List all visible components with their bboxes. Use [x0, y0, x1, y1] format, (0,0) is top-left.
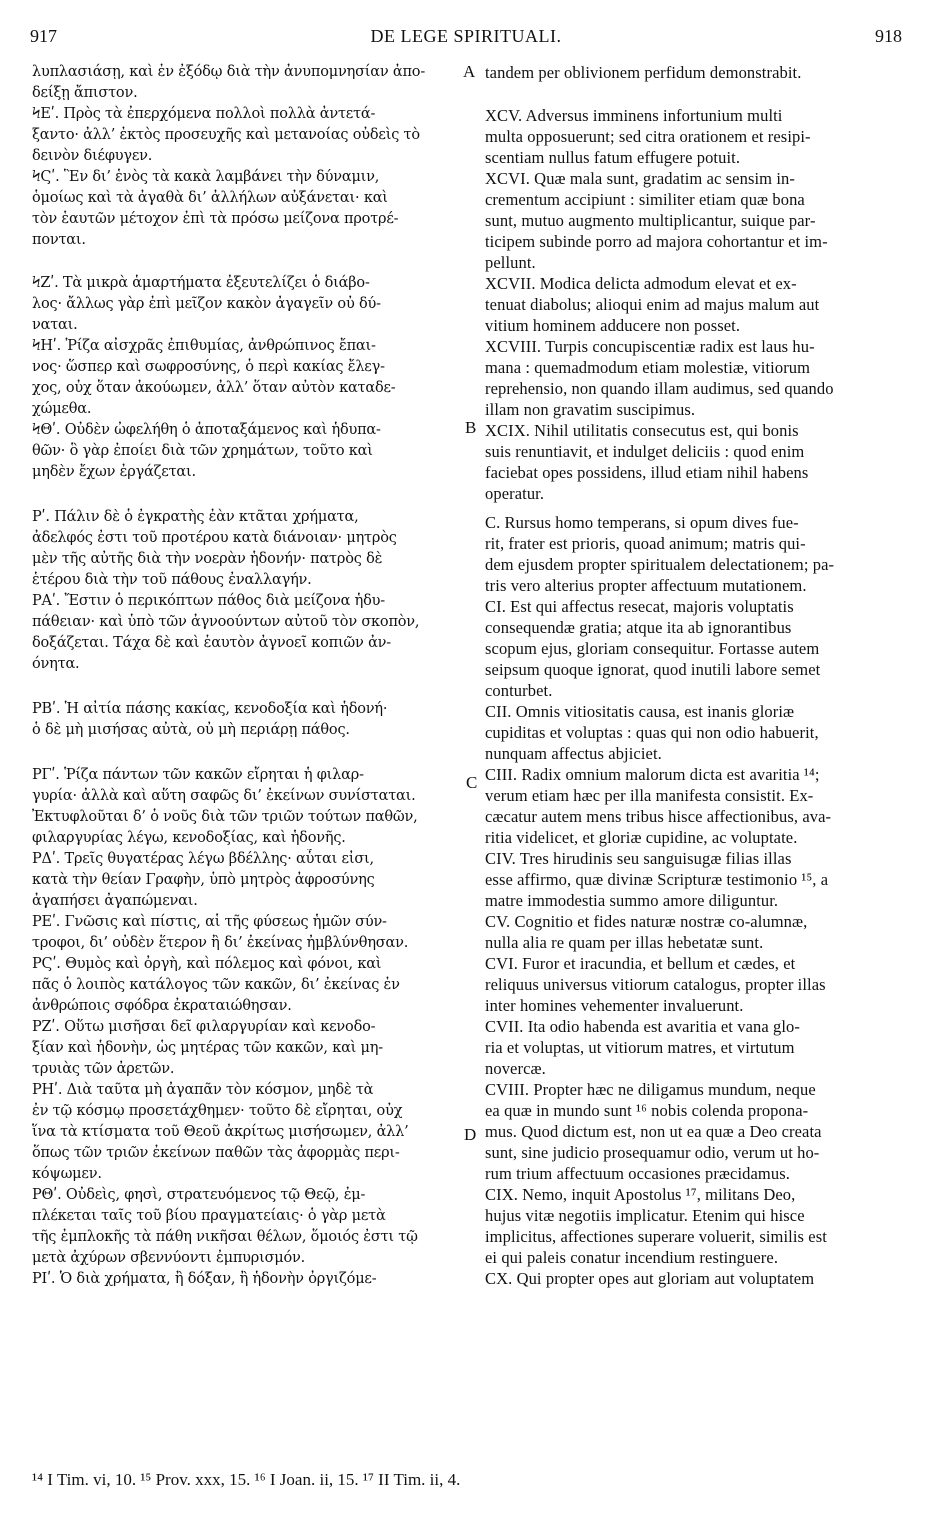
greek-line: ΡΗʹ. Διὰ ταῦτα μὴ ἀγαπᾶν τὸν κόσμον, μηδὲ τὰ — [32, 1082, 374, 1098]
latin-line: crementum accipiunt : similiter etiam quæ bona — [485, 190, 805, 209]
greek-line: κατὰ τὴν θείαν Γραφὴν, ὑπὸ μητρὸς ἀφροσύνης — [32, 872, 375, 888]
greek-line: Ρʹ. Πάλιν δὲ ὁ ἐγκρατὴς ἐὰν κτᾶται χρήματα, — [32, 509, 359, 525]
greek-line: ϞΖʹ. Τὰ μικρὰ ἁμαρτήματα ἐξευτελίζει ὁ διάβο- — [32, 275, 370, 291]
latin-line: CIX. Nemo, inquit Apostolus ¹⁷, militans Deo, — [485, 1185, 796, 1204]
latin-line: novercæ. — [485, 1059, 546, 1078]
greek-line: πονται. — [32, 232, 86, 248]
latin-line: XCVIII. Turpis concupiscentiæ radix est laus hu- — [485, 337, 815, 356]
greek-line: δοξάζεται. Τάχα δὲ καὶ ἑαυτὸν ἀγνοεῖ κοπιῶν ἀν- — [32, 635, 391, 651]
latin-line: implicitus, affectiones superare voluerit, similis est — [485, 1227, 827, 1246]
latin-column — [485, 62, 897, 1289]
right-page-number: 918 — [875, 26, 902, 46]
latin-line: tris vero alterius propter affectuum mutationem. — [485, 576, 807, 595]
latin-line: verum etiam hæc per illa manifesta consistit. Ex- — [485, 786, 814, 805]
latin-line: seipsum quoque ignorat, quod inutili labore semet — [485, 660, 821, 679]
latin-line: scopum ejus, gloriam consequitur. Fortasse autem — [485, 639, 820, 658]
greek-line: θῶν· ὃ γὰρ ἐποίει διὰ τῶν χρημάτων, τοῦτο καὶ — [32, 443, 373, 459]
latin-line: vitium hominem adducere non posset. — [485, 316, 741, 335]
latin-line: pellunt. — [485, 253, 536, 272]
latin-line: CI. Est qui affectus resecat, majoris voluptatis — [485, 597, 794, 616]
latin-line: sunt, sine judicio prosequamur odio, verum ut ho- — [485, 1143, 820, 1162]
latin-line: CVII. Ita odio habenda est avaritia et vana glo- — [485, 1017, 800, 1036]
latin-line: ea quæ in mundo sunt ¹⁶ nobis colenda propona- — [485, 1101, 809, 1120]
greek-line: ϞΕʹ. Πρὸς τὰ ἐπερχόμενα πολλοὶ πολλὰ ἀντετά- — [32, 106, 376, 122]
latin-line: illam non gravatim suscipimus. — [485, 400, 696, 419]
latin-line: ria et voluptas, ut vitiorum matres, et virtutum — [485, 1038, 795, 1057]
greek-line: ΡΓʹ. Ῥίζα πάντων τῶν κακῶν εἴρηται ἡ φιλαρ- — [32, 767, 364, 783]
greek-line: κόψωμεν. — [32, 1166, 102, 1182]
latin-line: tandem per oblivionem perfidum demonstrabit. — [485, 63, 802, 82]
greek-line: ἀδελφός ἐστι τοῦ προτέρου κατὰ διάνοιαν· μητρὸς — [32, 530, 397, 546]
greek-line: ὅπως τῶν τριῶν ἐκείνων παθῶν τὰς ἀφορμὰς περι- — [32, 1145, 400, 1161]
greek-line: ὁ δὲ μὴ μισήσας αὐτὰ, οὐ μὴ περιάρῃ πάθος. — [32, 722, 350, 738]
margin-marker-a: A — [463, 62, 476, 81]
latin-line: mus. Quod dictum est, non ut ea quæ a Deo creata — [485, 1122, 822, 1141]
greek-line: ξίαν καὶ ἡδονὴν, ὡς μητέρας τῶν κακῶν, καὶ μη- — [32, 1040, 383, 1056]
latin-line: dem ejusdem propter spiritualem delectationem; pa- — [485, 555, 835, 574]
latin-line: cæcatur autem mens tribus hisce affectionibus, ava- — [485, 807, 832, 826]
latin-line: faciebat opes possidens, illud etiam nihil habens — [485, 463, 809, 482]
greek-line: δεινὸν διέφυγεν. — [32, 148, 153, 164]
greek-line: ϞΗʹ. Ῥίζα αἰσχρᾶς ἐπιθυμίας, ἀνθρώπινος ἔπαι- — [32, 338, 376, 354]
greek-line: λυπλασιάσῃ, καὶ ἐν ἐξόδῳ διὰ τὴν ἀνυπομνησίαν ἀπο- — [32, 64, 426, 80]
latin-line: reprehensio, non quando illam audimus, sed quando — [485, 379, 834, 398]
latin-line: nulla alia re quam per illas hebetatæ sunt. — [485, 933, 764, 952]
latin-line: hujus vitæ negotiis implicatur. Etenim qui hisce — [485, 1206, 805, 1225]
greek-line: ΡΘʹ. Οὐδεὶς, φησὶ, στρατευόμενος τῷ Θεῷ, ἐμ- — [32, 1187, 366, 1203]
latin-line: XCIX. Nihil utilitatis consecutus est, qui bonis — [485, 421, 799, 440]
greek-line: ΡΙʹ. Ὁ διὰ χρήματα, ἢ δόξαν, ἢ ἡδονὴν ὀργιζόμε- — [32, 1271, 377, 1287]
greek-line: γυρία· ἀλλὰ καὶ αὕτη σαφῶς δι’ ἐκείνων συνίσταται. — [32, 788, 416, 804]
greek-line: ΡΕʹ. Γνῶσις καὶ πίστις, αἱ τῆς φύσεως ἡμῶν σύν- — [32, 914, 387, 930]
latin-line: nunquam affectus abjiciet. — [485, 744, 662, 763]
greek-line: ϞΘʹ. Οὐδὲν ὠφελήθη ὁ ἀποταξάμενος καὶ ἡδυπα- — [32, 422, 381, 438]
greek-line: ἑτέρου διὰ τὴν τοῦ πάθους ἐναλλαγήν. — [32, 572, 312, 588]
greek-line: ὁμοίως καὶ τὰ ἀγαθὰ δι’ ἀλλήλων αὐξάνεται· καὶ — [32, 190, 388, 206]
page-header — [30, 26, 902, 50]
latin-line: esse affirmo, quæ divinæ Scripturæ testimonio ¹⁵, a — [485, 870, 829, 889]
latin-line: reliquus universus vitiorum catalogus, propter illas — [485, 975, 826, 994]
greek-line: πλέκεται ταῖς τοῦ βίου πραγματείαις· ὁ γὰρ μετὰ — [32, 1208, 386, 1224]
latin-line: rit, frater est prioris, quoad animum; matris qui- — [485, 534, 806, 553]
footnotes: ¹⁴ I Tim. vi, 10. ¹⁵ Prov. xxx, 15. ¹⁶ I Joan. ii, 15. ¹⁷ II Tim. ii, 4. — [32, 1470, 461, 1489]
latin-line: XCV. Adversus imminens infortunium multi — [485, 106, 783, 125]
latin-line: mana : quemadmodum etiam molestiæ, vitiorum — [485, 358, 811, 377]
latin-line: operatur. — [485, 484, 545, 503]
latin-line: ticipem subinde porro ad majora cohortantur et im- — [485, 232, 828, 251]
latin-line: CVIII. Propter hæc ne diligamus mundum, neque — [485, 1080, 816, 1099]
greek-line: ΡϚʹ. Θυμὸς καὶ ὀργὴ, καὶ πόλεμος καὶ φόνοι, καὶ — [32, 956, 382, 972]
latin-line: CVI. Furor et iracundia, et bellum et cædes, et — [485, 954, 796, 973]
latin-line: XCVII. Modica delicta admodum elevat et ex- — [485, 274, 797, 293]
margin-marker-b: B — [465, 418, 477, 437]
latin-line: multa opposuerunt; sed citra orationem et resipi- — [485, 127, 811, 146]
greek-line: πᾶς ὁ λοιπὸς κατάλογος τῶν κακῶν, δι’ ἐκείνας ἐν — [32, 977, 400, 993]
latin-line: tenuat diabolus; alioqui enim ad majus malum aut — [485, 295, 820, 314]
latin-line: ritia videlicet, et gloriæ cupidine, ac voluptate. — [485, 828, 798, 847]
latin-line: C. Rursus homo temperans, si opum dives fue- — [485, 513, 799, 532]
greek-line: ΡΖʹ. Οὕτω μισῆσαι δεῖ φιλαργυρίαν καὶ κενοδο- — [32, 1019, 376, 1035]
greek-line: πάθειαν· καὶ ὑπὸ τῶν ἀγνοούντων αὐτοῦ τὸν σκοπὸν, — [32, 614, 420, 630]
greek-line: δείξῃ ἄπιστον. — [32, 85, 138, 101]
greek-line: Ἐκτυφλοῦται δ’ ὁ νοῦς διὰ τῶν τριῶν τούτων παθῶν, — [32, 809, 418, 825]
latin-line: CV. Cognitio et fides naturæ nostræ co-alumnæ, — [485, 912, 808, 931]
greek-line: ΡΔʹ. Τρεῖς θυγατέρας λέγω βδέλλης· αὗται εἰσι, — [32, 851, 374, 867]
margin-marker-c: C — [466, 773, 478, 792]
latin-line: CII. Omnis vitiositatis causa, est inanis gloriæ — [485, 702, 795, 721]
margin-marker-d: D — [464, 1125, 477, 1144]
greek-line: φιλαργυρίας λέγω, κενοδοξίας, καὶ ἡδονῆς. — [32, 830, 346, 846]
latin-line: XCVI. Quæ mala sunt, gradatim ac sensim in- — [485, 169, 795, 188]
greek-column — [32, 62, 460, 1290]
greek-line: τῆς ἐμπλοκῆς τὰ πάθη νικῆσαι θέλων, ὅμοιός ἐστι τῷ — [32, 1229, 418, 1245]
greek-line: μετὰ ἀχύρων σβεννύοντι ἐμπυρισμόν. — [32, 1250, 306, 1266]
left-page-number: 917 — [30, 26, 57, 46]
greek-line: ἵνα τὰ κτίσματα τοῦ Θεοῦ ἀκρίτως μισήσωμεν, ἀλλ’ — [32, 1124, 409, 1140]
greek-line: ἀγαπήσει ἀγαπώμεναι. — [32, 893, 198, 909]
greek-line: ΡΑʹ. Ἔστιν ὁ περικόπτων πάθος διὰ μείζονα ἡδυ- — [32, 593, 385, 609]
latin-line: conturbet. — [485, 681, 553, 700]
latin-line: CIV. Tres hirudinis seu sanguisugæ filias illas — [485, 849, 792, 868]
greek-line: τὸν ἑαυτῶν μέτοχον ἐπὶ τὰ πρόσω μείζονα προτρέ- — [32, 211, 399, 227]
latin-line: inter homines vehementer invaluerunt. — [485, 996, 744, 1015]
latin-line: CIII. Radix omnium malorum dicta est avaritia ¹⁴; — [485, 765, 820, 784]
greek-line: μηδὲν ἔχων ἐργάζεται. — [32, 464, 196, 480]
greek-line: ἐν τῷ κόσμῳ προσετάχθημεν· τοῦτο δὲ εἴρηται, οὐχ — [32, 1103, 403, 1119]
greek-line: νος· ὥσπερ καὶ σωφροσύνης, ὁ περὶ κακίας ἔλεγ- — [32, 359, 385, 375]
latin-line: CX. Qui propter opes aut gloriam aut voluptatem — [485, 1269, 815, 1288]
latin-line: scentiam nullus fatum effugere potuit. — [485, 148, 741, 167]
greek-line: τροφοι, δι’ οὐδὲν ἕτερον ἢ δι’ ἐκείνας ἠμβλύνθησαν. — [32, 935, 409, 951]
latin-line: consequendæ gratia; atque ita ab ignorantibus — [485, 618, 792, 637]
greek-line: όνητα. — [32, 656, 80, 672]
latin-line: matre immodestia summo amore diliguntur. — [485, 891, 779, 910]
latin-line: ei qui paleis conatur incendium restinguere. — [485, 1248, 779, 1267]
greek-line: ἀνθρώποις σφόδρα ἐκραταιώθησαν. — [32, 998, 292, 1014]
latin-line: rum trium affectuum occasiones præcidamus. — [485, 1164, 790, 1183]
running-title: DE LEGE SPIRITUALI. — [370, 26, 562, 46]
greek-line: λος· ἄλλως γὰρ ἐπὶ μεῖζον κακὸν ἀγαγεῖν οὐ δύ- — [32, 296, 381, 312]
greek-line: χος, οὐχ ὅταν ἀκούωμεν, ἀλλ’ ὅταν αὐτὸν καταδε- — [32, 380, 396, 396]
greek-line: ΡΒʹ. Ἡ αἰτία πάσης κακίας, κενοδοξία καὶ ἡδονή· — [32, 701, 388, 717]
greek-line: ϞϚʹ. Ἓν δι’ ἑνὸς τὰ κακὰ λαμβάνει τὴν δύναμιν, — [32, 169, 380, 185]
latin-line: suis renuntiavit, et indulget deliciis : quod enim — [485, 442, 805, 461]
latin-line: sunt, mutuo augmento multiplicantur, suique par- — [485, 211, 816, 230]
latin-line: cupiditas et voluptas : quas qui non odio habuerit, — [485, 723, 819, 742]
greek-line: ξαντο· ἀλλ’ ἐκτὸς προσευχῆς καὶ μετανοίας οὐδεὶς τὸ — [32, 127, 420, 143]
greek-line: τρυιὰς τῶν ἀρετῶν. — [32, 1061, 175, 1077]
greek-line: χώμεθα. — [32, 401, 92, 417]
greek-line: ναται. — [32, 317, 78, 333]
greek-line: μὲν τῆς αὐτῆς διὰ τὴν νοερὰν ἡδονήν· πατρὸς δὲ — [32, 551, 383, 567]
